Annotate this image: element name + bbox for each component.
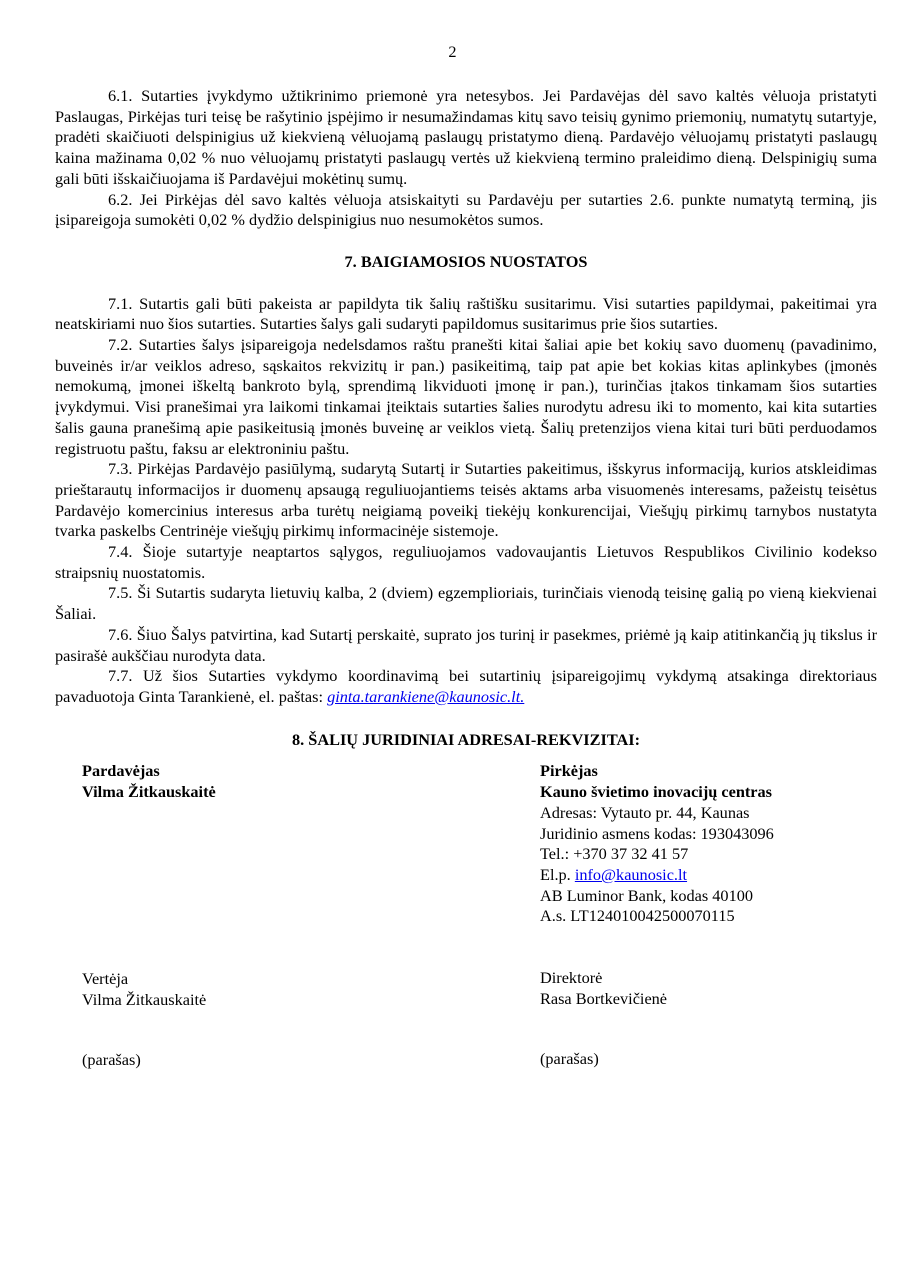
clause-7-6: 7.6. Šiuo Šalys patvirtina, kad Sutartį perskaitė, suprato jos turinį ir pasekmes, priėmė ją kaip atitinkančią jų tikslus ir pasirašė aukščiau nurodyta data. (55, 624, 877, 665)
seller-sign-name: Vilma Žitkauskaitė (82, 989, 207, 1009)
buyer-address: Adresas: Vytauto pr. 44, Kaunas (540, 802, 750, 822)
buyer-sign-title: Direktorė (540, 968, 603, 988)
buyer-code: Juridinio asmens kodas: 193043096 (540, 823, 774, 843)
section-7-heading: 7. BAIGIAMOSIOS NUOSTATOS (344, 251, 588, 271)
buyer-name: Kauno švietimo inovacijų centras (540, 782, 772, 802)
seller-role: Pardavėjas (82, 761, 160, 781)
clause-7-4: 7.4. Šioje sutartyje neaptartos sąlygos, reguliuojamos vadovaujantis Lietuvos Respublikos Civilinio kodekso straipsnių nuostatomis. (55, 542, 877, 582)
parties-details (55, 761, 877, 1101)
buyer-email-line (540, 865, 774, 886)
section-8-heading: 8. ŠALIŲ JURIDINIAI ADRESAI-REKVIZITAI: (291, 729, 640, 749)
clause-7-1: 7.1. Sutartis gali būti pakeista ar papildyta tik šalių raštišku susitarimu. Visi sutarties papildymai, pakeitimai yra neatskiriami nuo šios sutarties. Sutarties šalys gali sudaryti papildomus susitarimus prie šios sutarties. (55, 293, 877, 334)
coordinator-email-link[interactable]: ginta.tarankiene@kaunosic.lt. (327, 686, 525, 706)
clause-6-2: 6.2. Jei Pirkėjas dėl savo kaltės vėluoja atsiskaityti su Pardavėju per sutarties 2.6. punkte numatytą terminą, jis įsipareigoja sumokėti 0,02 % dydžio delspinigius nuo nesumokėtos sumos. (55, 189, 877, 230)
buyer-column (540, 761, 774, 1070)
buyer-account: A.s. LT124010042500070115 (540, 906, 735, 926)
clause-7-7-text: 7.7. Už šios Sutarties vykdymo koordinavimą bei sutartinių įsipareigojimų vykdymą atsakinga direktoriaus pavaduotoja Ginta Tarankienė, el. paštas: (55, 666, 877, 706)
clause-7-5: 7.5. Ši Sutartis sudaryta lietuvių kalba, 2 (dviem) egzemplioriais, turinčiais vienodą teisinę galią po vieną kiekvienai Šaliai. (55, 583, 877, 624)
buyer-email-label: El.p. (540, 864, 575, 884)
seller-name: Vilma Žitkauskaitė (82, 782, 216, 802)
page-number: 2 (448, 42, 457, 61)
buyer-bank: AB Luminor Bank, kodas 40100 (540, 885, 753, 905)
clause-7-3: 7.3. Pirkėjas Pardavėjo pasiūlymą, sudarytą Sutartį ir Sutarties pakeitimus, išskyrus informaciją, kurios atskleidimas prieštarautų informacijos ir duomenų apsaugą reguliuojantiems teisės aktams arba visuomenės interesams, pažeistų teisėtus Pardavėjo komercinius interesus arba turėtų neigiamą poveikį tiekėjų konkurencijai, Viešųjų pirkimų tarnybos nustatyta tvarka paskelbs Centrinėje viešųjų pirkimų informacinėje sistemoje. (55, 459, 877, 541)
clause-7-2: 7.2. Sutarties šalys įsipareigoja nedelsdamos raštu pranešti kitai šaliai apie bet kokių savo duomenų (pavadinimo, buveinės ir/ar veiklos adreso, sąskaitos rekvizitų ir pan.) pasikeitimą, taip pat apie bet kokias kitas aplinkybes (įmonės nemokumą, įmonei iškeltą bankroto bylą, sprendimą likviduoti įmonę ir pan.), turinčias įtakos tinkamam šios sutarties įvykdymui. Visi pranešimai yra laikomi tinkamai įteiktais sutarties šalies nurodytu adresu iki to momento, kai kita sutarties šalis gauna pranešimą apie pasikeitusią įmonės buveinę ar veiklos vietą. Šalių pretenzijos viena kitai turi būti perduodamos registruotu paštu, faksu ar elektroniniu paštu. (55, 335, 877, 458)
buyer-phone: Tel.: +370 37 32 41 57 (540, 844, 689, 864)
seller-sign-title: Vertėja (82, 968, 129, 988)
buyer-sign-name: Rasa Bortkevičienė (540, 988, 668, 1008)
seller-signature: (parašas) (82, 1050, 141, 1070)
clause-7-7 (55, 666, 877, 707)
document-body (55, 86, 877, 1101)
clause-6-1: 6.1. Sutarties įvykdymo užtikrinimo priemonė yra netesybos. Jei Pardavėjas dėl savo kaltės vėluoja pristatyti Paslaugas, Pirkėjas turi teisę be rašytinio įspėjimo ir nesumažindamas kitų savo teisių gynimo priemonių, numatytų sutartyje, pradėti skaičiuoti delspinigius už kiekvieną vėluojamą paslaugų pristatymo dieną. Pardavėjo vėluojamų pristatyti paslaugų kaina mažinama 0,02 % nuo vėluojamų pristatyti paslaugų vertės už kiekvieną termino praleidimo dieną. Delspinigių suma gali būti išskaičiuojama iš Pardavėjui mokėtinų sumų. (55, 86, 877, 188)
buyer-role: Pirkėjas (540, 761, 598, 781)
buyer-signature: (parašas) (540, 1049, 599, 1069)
buyer-email-link[interactable]: info@kaunosic.lt (574, 864, 688, 884)
seller-column (82, 761, 216, 1071)
